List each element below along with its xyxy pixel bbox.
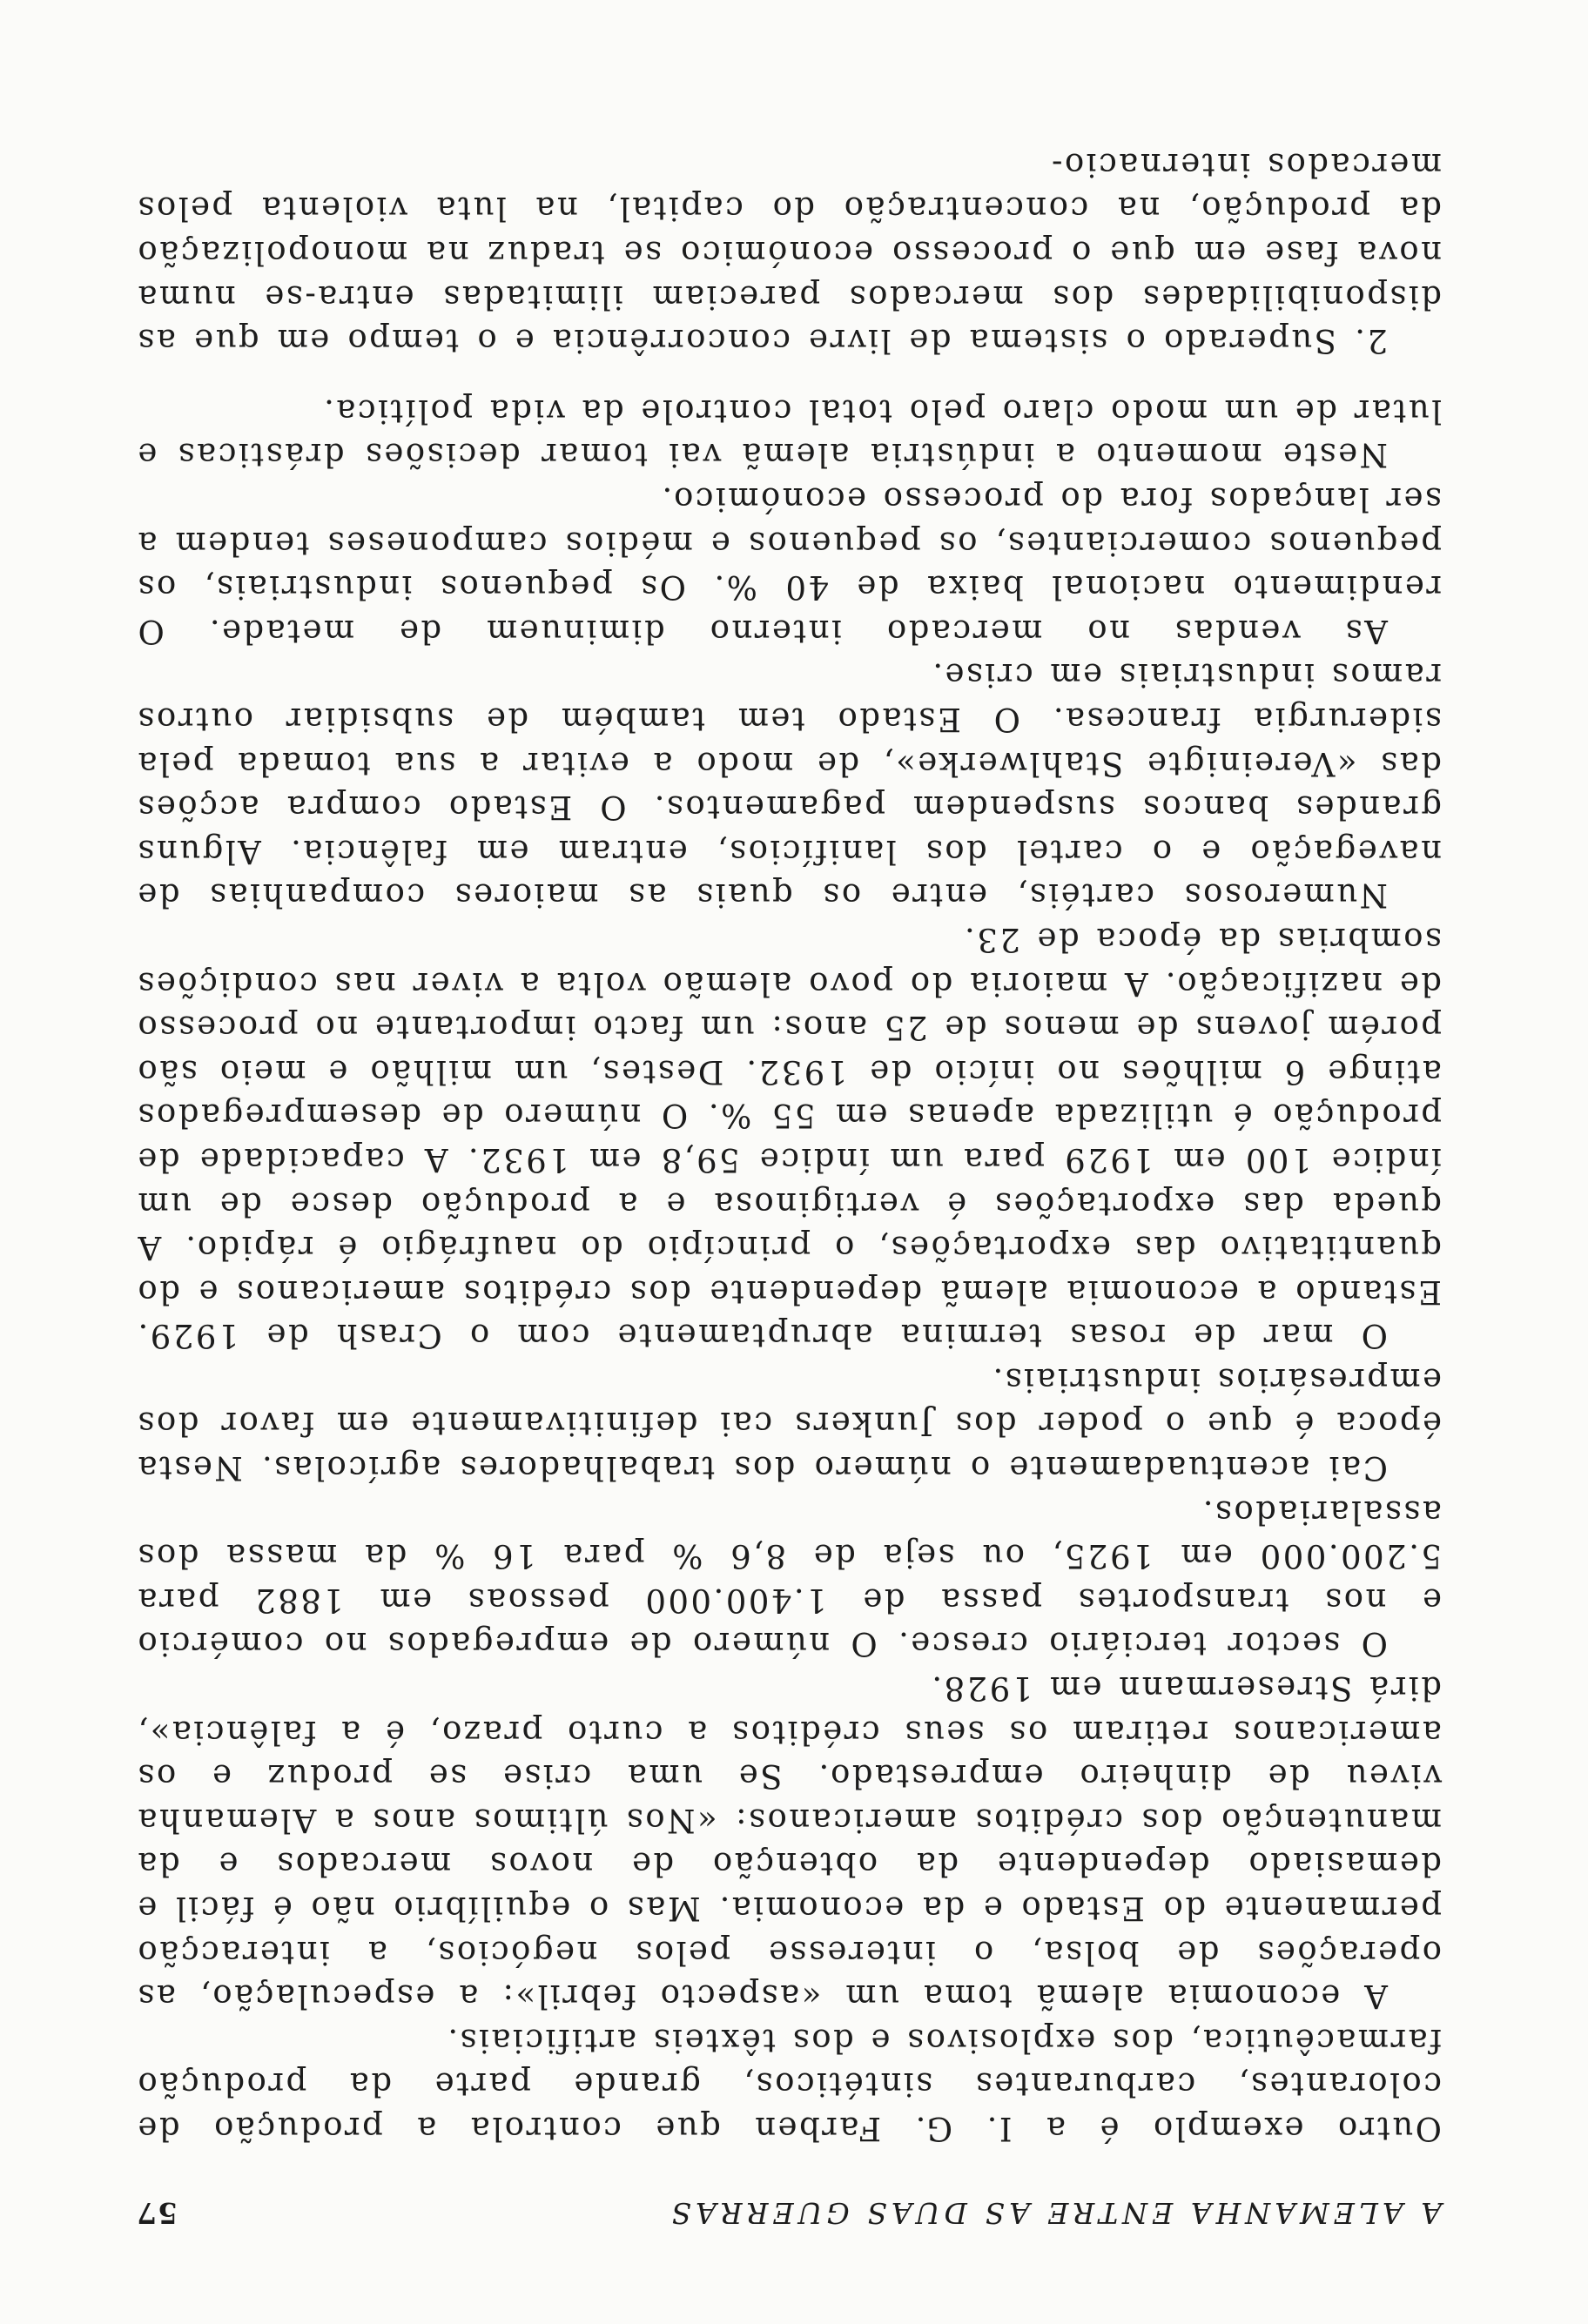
paragraph: Neste momento a indústria alemã vai tomar decisões drásticas e lutar de um modo claro pelo total controle da vida política. xyxy=(136,392,1442,474)
paragraph: O sector terciário cresce. O número de empregados no comércio e nos transportes passa de 1.400.000 pessoas em 1882 para 5.200.000 em 1925, ou seja de 8,6 % para 16 % da massa dos assalariados. xyxy=(136,1493,1442,1663)
paragraph: Outro exemplo é a I. G. Farben que controla a produção de colorantes, carburantes sintéticos, grande parte da produção farmacêutica, dos explosivos e dos têxteis artificiais. xyxy=(136,2021,1442,2147)
paragraph: A economia alemã toma um «aspecto febril»: a especulação, as operações de bolsa, o interesse pelos negócios, a interacção permanente do Estado e da economia. Mas o equilíbrio não é fácil e demasiado dependente da obtenção de novos mercados e da manutenção dos créditos americanos: «Nos últimos anos a Alemanha viveu de dinheiro emprestado. Se uma crise se produz e os americanos retiram os seus créditos a curto prazo, é a falência», dirá Stresermann em 1928. xyxy=(136,1669,1442,2016)
page-header xyxy=(136,2178,1442,2230)
paragraph: O mar de rosas termina abruptamente com o Crash de 1929. Estando a economia alemã dependente dos créditos americanos e do quantitativo das exportações, o princípio do naufrágio é rápido. A queda das exportações é vertiginosa e a produção desce de um índice 100 em 1929 para um índice 59,8 em 1932. A capacidade de produção é utilizada apenas em 55 %. O número de desempregados atinge 6 milhões no início de 1932. Destes, um milhão e meio são porém jovens de menos de 25 anos: um facto importante no processo de nazificação. A maioria do povo alemão volta a viver nas condições sombrias da época de 23. xyxy=(136,920,1442,1355)
paragraph: Numerosos cartéis, entre os quais as maiores companhias de navegação e o cartel dos lanifícios, entram em falência. Alguns grandes bancos suspendem pagamentos. O Estado compra acções das «Vereinigte Stahlwerke», de modo a evitar a sua tomada pela siderurgia francesa. O Estado tem também de subsidiar outros ramos industriais em crise. xyxy=(136,656,1442,915)
page-number: 57 xyxy=(136,2196,178,2230)
body-text xyxy=(136,142,1442,2150)
running-title: A ALEMANHA ENTRE AS DUAS GUERRAS xyxy=(667,2196,1442,2230)
section-paragraph: 2. Superado o sistema de livre concorrência e o tempo em que as disponibilidades dos mercados pareciam ilimitadas entra-se numa nova fase em que o processo económico se traduz na monopolização da produção, na concentração do capital, na luta violenta pelos mercados internacio- xyxy=(136,145,1442,360)
paragraph: As vendas no mercado interno diminuem de metade. O rendimento nacional baixa de 40 %. Os pequenos industriais, os pequenos comerciantes, os pequenos e médios camponeses tendem a ser lançados fora do processo económico. xyxy=(136,480,1442,650)
paragraph: Cai acentuadamente o número dos trabalhadores agrícolas. Nesta época é que o poder dos Junkers cai definitivamente em favor dos empresários industriais. xyxy=(136,1360,1442,1488)
